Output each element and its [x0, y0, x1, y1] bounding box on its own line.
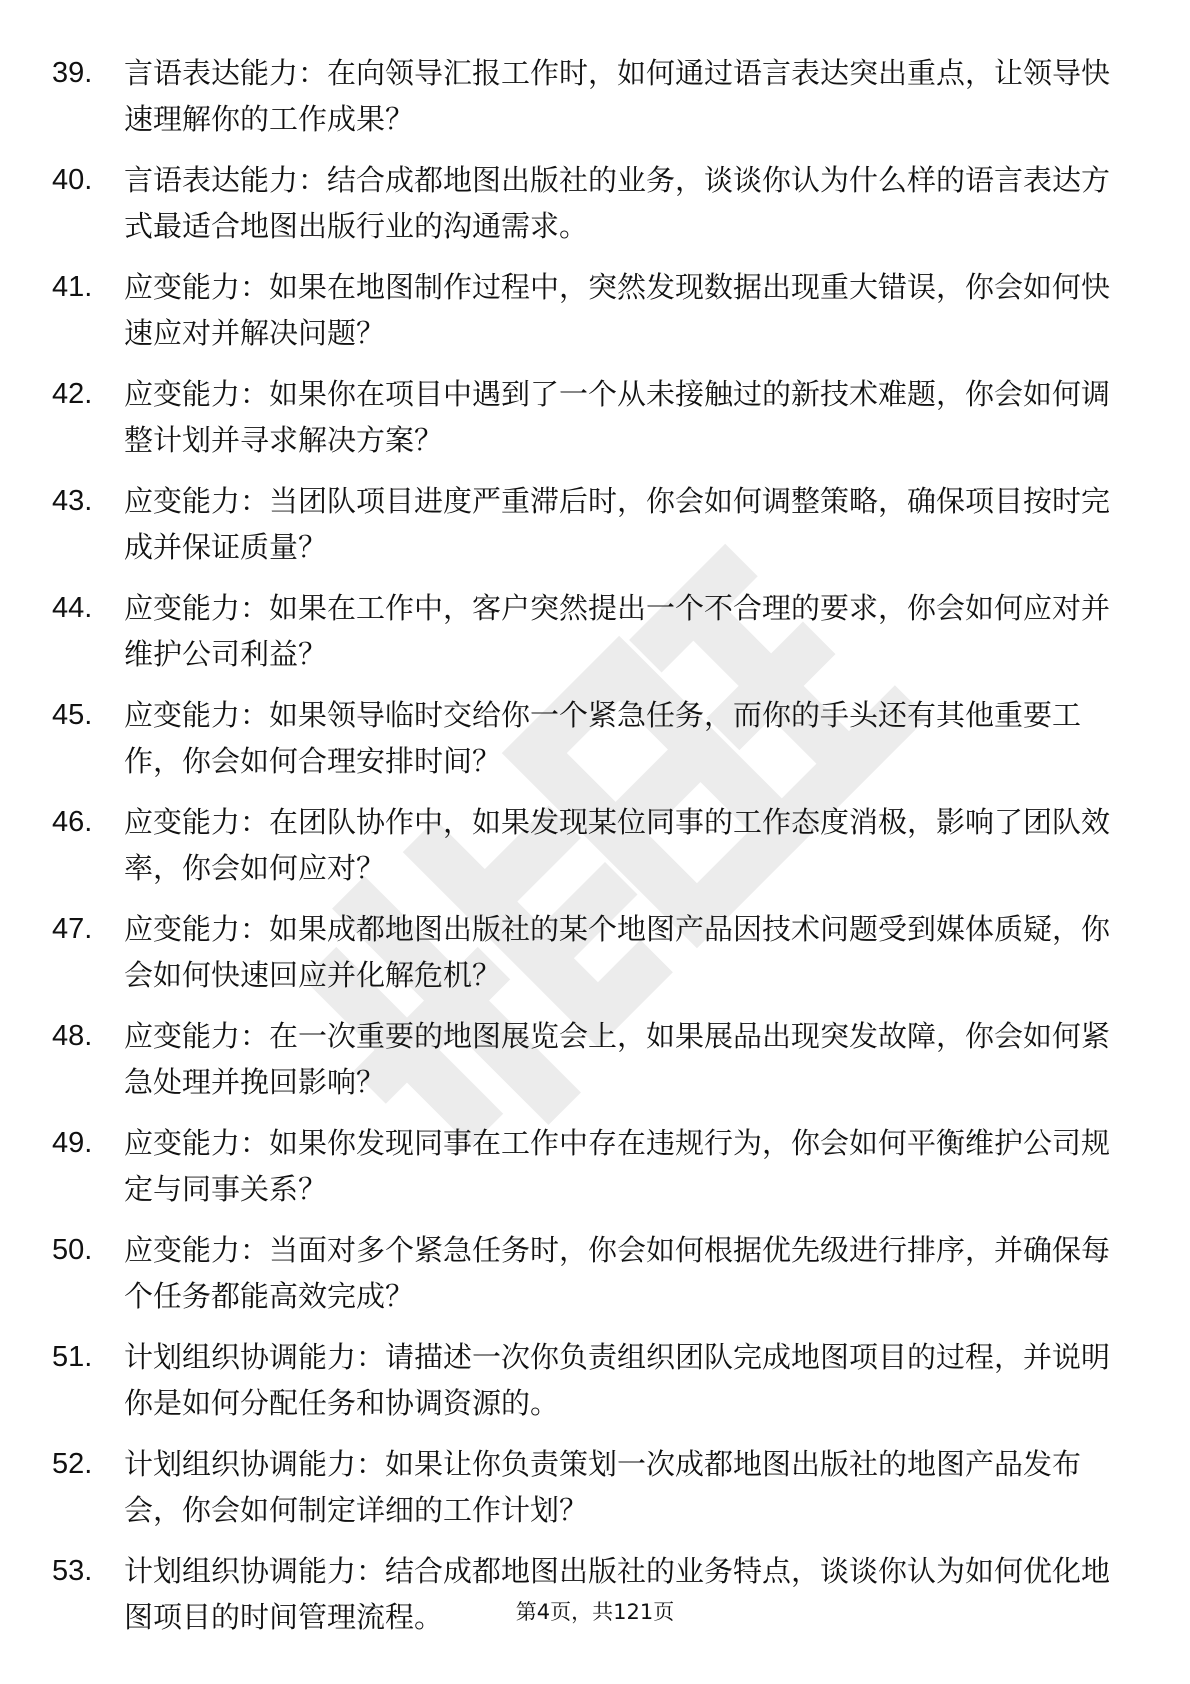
- question-text: 应变能力：如果在工作中，客户突然提出一个不合理的要求，你会如何应对并维护公司利益？: [124, 591, 1111, 671]
- question-text: 言语表达能力：结合成都地图出版社的业务，谈谈你认为什么样的语言表达方式最适合地图出版行业的沟通需求。: [124, 163, 1111, 243]
- question-number: 45.: [52, 699, 93, 731]
- question-number: 52.: [52, 1448, 93, 1480]
- question-number: 39.: [52, 57, 93, 89]
- question-item: [52, 585, 1112, 692]
- question-item: [52, 1120, 1112, 1227]
- question-text: 应变能力：如果你在项目中遇到了一个从未接触过的新技术难题，你会如何调整计划并寻求解决方案？: [124, 377, 1111, 457]
- question-number: 50.: [52, 1234, 93, 1266]
- question-item: [52, 1441, 1112, 1548]
- question-text: 应变能力：当面对多个紧急任务时，你会如何根据优先级进行排序，并确保每个任务都能高效完成？: [124, 1233, 1111, 1313]
- question-text: 应变能力：当团队项目进度严重滞后时，你会如何调整策略，确保项目按时完成并保证质量？: [124, 484, 1111, 564]
- question-number: 47.: [52, 913, 93, 945]
- question-text: 应变能力：如果在地图制作过程中，突然发现数据出现重大错误，你会如何快速应对并解决问题？: [124, 270, 1111, 350]
- question-number: 43.: [52, 485, 93, 517]
- question-number: 53.: [52, 1555, 93, 1587]
- question-item: [52, 906, 1112, 1013]
- question-number: 46.: [52, 806, 93, 838]
- question-text: 应变能力：如果你发现同事在工作中存在违规行为，你会如何平衡维护公司规定与同事关系？: [124, 1126, 1111, 1206]
- question-list: [52, 50, 1112, 1655]
- page-footer: 第4页，共121页: [515, 1600, 675, 1624]
- question-text: 应变能力：如果领导临时交给你一个紧急任务，而你的手头还有其他重要工作，你会如何合理安排时间？: [124, 698, 1082, 778]
- question-number: 49.: [52, 1127, 93, 1159]
- question-item: [52, 799, 1112, 906]
- question-item: [52, 157, 1112, 264]
- question-item: [52, 1334, 1112, 1441]
- question-number: 41.: [52, 271, 93, 303]
- question-text: 应变能力：在团队协作中，如果发现某位同事的工作态度消极，影响了团队效率，你会如何应对？: [124, 805, 1111, 885]
- question-text: 应变能力：如果成都地图出版社的某个地图产品因技术问题受到媒体质疑，你会如何快速回应并化解危机？: [124, 912, 1111, 992]
- question-number: 48.: [52, 1020, 93, 1052]
- question-item: [52, 692, 1112, 799]
- question-item: [52, 478, 1112, 585]
- question-text: 计划组织协调能力：结合成都地图出版社的业务特点，谈谈你认为如何优化地图项目的时间管理流程。: [124, 1554, 1111, 1634]
- question-item: [52, 1227, 1112, 1334]
- question-text: 言语表达能力：在向领导汇报工作时，如何通过语言表达突出重点，让领导快速理解你的工作成果？: [124, 56, 1111, 136]
- question-number: 51.: [52, 1341, 93, 1373]
- question-number: 40.: [52, 164, 93, 196]
- question-text: 应变能力：在一次重要的地图展览会上，如果展品出现突发故障，你会如何紧急处理并挽回影响？: [124, 1019, 1111, 1099]
- question-item: [52, 50, 1112, 157]
- question-item: [52, 264, 1112, 371]
- question-item: [52, 1013, 1112, 1120]
- question-number: 44.: [52, 592, 93, 624]
- question-text: 计划组织协调能力：如果让你负责策划一次成都地图出版社的地图产品发布会，你会如何制定详细的工作计划？: [124, 1447, 1082, 1527]
- question-text: 计划组织协调能力：请描述一次你负责组织团队完成地图项目的过程，并说明你是如何分配任务和协调资源的。: [124, 1340, 1111, 1420]
- question-item: [52, 371, 1112, 478]
- question-number: 42.: [52, 378, 93, 410]
